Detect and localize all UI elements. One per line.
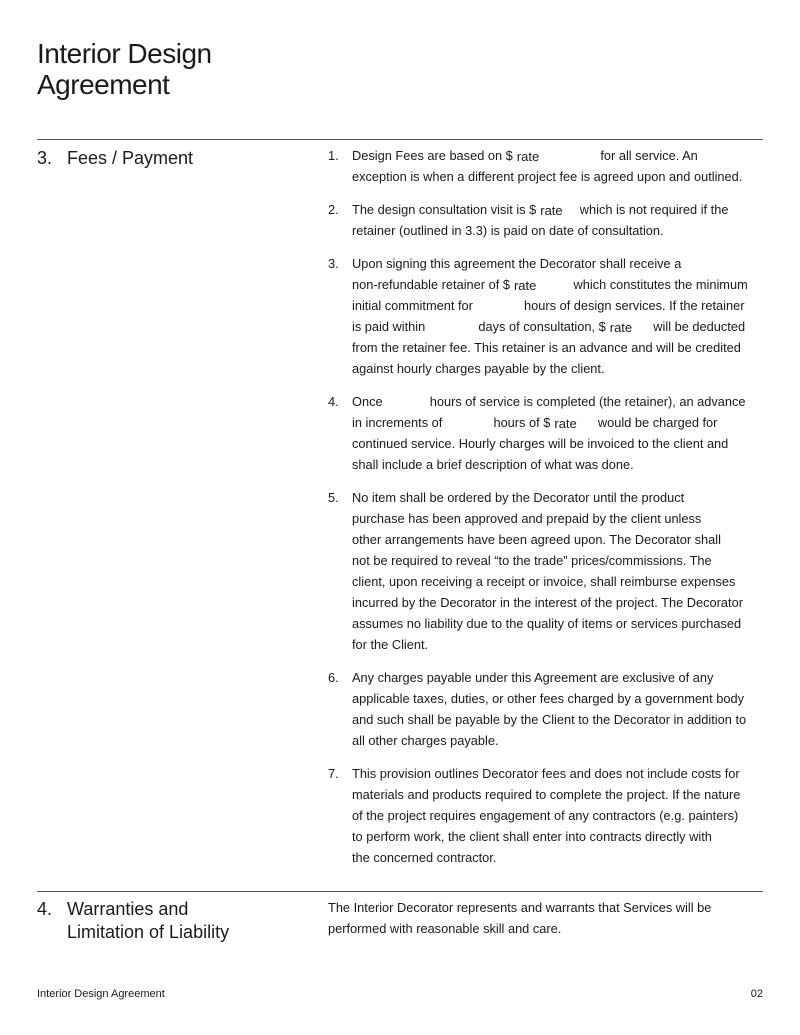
text-segment: other arrangements have been agreed upon. The Decorator shall bbox=[352, 532, 721, 547]
text-segment: Design Fees are based on $ bbox=[352, 148, 513, 163]
item-number: 5. bbox=[328, 490, 339, 505]
text-line bbox=[352, 613, 768, 634]
item-number: 1. bbox=[328, 148, 339, 163]
text-line bbox=[352, 316, 768, 337]
blank-field[interactable] bbox=[386, 393, 426, 410]
text-segment: No item shall be ordered by the Decorator until the product bbox=[352, 490, 685, 505]
text-segment: continued service. Hourly charges will be invoiced to the client and bbox=[352, 436, 729, 451]
text-segment: Any charges payable under this Agreement are exclusive of any bbox=[352, 670, 714, 685]
item-number: 4. bbox=[328, 394, 339, 409]
list-item bbox=[328, 763, 768, 868]
text-segment: assumes no liability due to the quality of items or services purchased bbox=[352, 616, 742, 631]
text-segment: would be charged for bbox=[594, 415, 718, 430]
text-line bbox=[352, 454, 768, 475]
text-segment: days of consultation, $ bbox=[474, 319, 606, 334]
text-segment: to perform work, the client shall enter into contracts directly with bbox=[352, 829, 712, 844]
text-segment: The design consultation visit is $ bbox=[352, 202, 537, 217]
item-text bbox=[352, 253, 768, 379]
section-title: Fees / Payment bbox=[67, 148, 194, 168]
text-segment: for the Client. bbox=[352, 637, 429, 652]
text-line bbox=[352, 571, 768, 592]
item-text bbox=[352, 487, 768, 655]
text-segment: incurred by the Decorator in the interest of the project. The Decorator bbox=[352, 595, 743, 610]
text-line bbox=[352, 412, 768, 433]
text-segment: not be required to reveal “to the trade” prices/commissions. The bbox=[352, 553, 712, 568]
item-number: 7. bbox=[328, 766, 339, 781]
text-line bbox=[352, 337, 768, 358]
text-segment: which is not required if the bbox=[576, 202, 729, 217]
text-line bbox=[352, 826, 768, 847]
text-segment: Once bbox=[352, 394, 387, 409]
text-line bbox=[352, 145, 768, 166]
text-segment: against hourly charges payable by the client. bbox=[352, 361, 605, 376]
list-item bbox=[328, 253, 768, 379]
text-segment: all other charges payable. bbox=[352, 733, 499, 748]
text-segment: This provision outlines Decorator fees and does not include costs for bbox=[352, 766, 740, 781]
rate-field[interactable]: rate bbox=[609, 320, 633, 335]
item-text bbox=[352, 145, 768, 187]
text-line bbox=[352, 199, 768, 220]
text-line bbox=[352, 784, 768, 805]
text-line bbox=[352, 166, 768, 187]
text-segment: exception is when a different project fee is agreed upon and outlined. bbox=[352, 169, 743, 184]
rate-field[interactable]: rate bbox=[516, 149, 540, 164]
text-line bbox=[352, 709, 768, 730]
text-segment: materials and products required to complete the project. If the nature bbox=[352, 787, 741, 802]
text-line: The Interior Decorator represents and warrants that Services will be bbox=[328, 900, 712, 915]
text-line bbox=[352, 529, 768, 550]
text-line: performed with reasonable skill and care. bbox=[328, 921, 562, 936]
text-segment: in increments of bbox=[352, 415, 446, 430]
text-line bbox=[352, 550, 768, 571]
text-segment: Upon signing this agreement the Decorator shall receive a bbox=[352, 256, 682, 271]
page-number: 02 bbox=[750, 988, 763, 1000]
section-title-line: Warranties and bbox=[67, 899, 189, 919]
text-line bbox=[352, 274, 768, 295]
blank-field[interactable] bbox=[476, 297, 520, 314]
text-segment: which constitutes the minimum bbox=[569, 277, 748, 292]
text-segment: will be deducted bbox=[649, 319, 746, 334]
text-line bbox=[352, 667, 768, 688]
text-line bbox=[352, 358, 768, 379]
page-title bbox=[37, 38, 212, 100]
blank-field[interactable] bbox=[446, 414, 490, 431]
text-segment: hours of $ bbox=[489, 415, 551, 430]
text-line bbox=[352, 433, 768, 454]
item-text bbox=[352, 391, 768, 475]
item-text bbox=[352, 199, 768, 241]
text-line bbox=[352, 487, 768, 508]
rate-field[interactable]: rate bbox=[540, 203, 563, 218]
item-text bbox=[352, 667, 768, 751]
text-segment: purchase has been approved and prepaid by the client unless bbox=[352, 511, 702, 526]
text-segment: applicable taxes, duties, or other fees charged by a government body bbox=[352, 691, 744, 706]
text-segment: hours of service is completed (the retainer), an advance bbox=[426, 394, 746, 409]
text-segment: retainer (outlined in 3.3) is paid on date of consultation. bbox=[352, 223, 664, 238]
text-segment: is paid within bbox=[352, 319, 429, 334]
text-line bbox=[352, 763, 768, 784]
text-segment: of the project requires engagement of any contractors (e.g. painters) bbox=[352, 808, 739, 823]
title-line: Agreement bbox=[37, 69, 170, 100]
text-line bbox=[352, 508, 768, 529]
item-text bbox=[352, 763, 768, 868]
text-line bbox=[352, 730, 768, 751]
warranties-text bbox=[328, 897, 768, 939]
text-segment: non-refundable retainer of $ bbox=[352, 277, 510, 292]
item-number: 6. bbox=[328, 670, 339, 685]
text-segment: hours of design services. If the retainer bbox=[520, 298, 745, 313]
blank-field[interactable] bbox=[429, 318, 475, 335]
fees-payment-list bbox=[328, 145, 768, 880]
text-line bbox=[352, 391, 768, 412]
text-segment: shall include a brief description of what was done. bbox=[352, 457, 634, 472]
section-divider bbox=[37, 891, 763, 892]
text-line bbox=[352, 634, 768, 655]
text-line bbox=[352, 253, 768, 274]
title-line: Interior Design bbox=[37, 38, 212, 69]
text-segment: for all service. An bbox=[596, 148, 698, 163]
list-item bbox=[328, 487, 768, 655]
item-number: 2. bbox=[328, 202, 339, 217]
text-line bbox=[352, 220, 768, 241]
list-item bbox=[328, 667, 768, 751]
section-divider bbox=[37, 139, 763, 140]
text-segment: initial commitment for bbox=[352, 298, 477, 313]
text-segment: client, upon receiving a receipt or invoice, shall reimburse expenses bbox=[352, 574, 736, 589]
list-item bbox=[328, 391, 768, 475]
footer-title: Interior Design Agreement bbox=[37, 988, 165, 1000]
section-number: 3. bbox=[37, 148, 53, 168]
item-number: 3. bbox=[328, 256, 339, 271]
section-title-line: Limitation of Liability bbox=[67, 922, 230, 942]
text-segment: the concerned contractor. bbox=[352, 850, 497, 865]
text-line bbox=[352, 592, 768, 613]
section-title bbox=[67, 898, 229, 944]
list-item bbox=[328, 145, 768, 187]
section-number: 4. bbox=[37, 899, 53, 919]
text-segment: and such shall be payable by the Client to the Decorator in addition to bbox=[352, 712, 747, 727]
rate-field[interactable]: rate bbox=[513, 278, 537, 293]
text-line bbox=[352, 295, 768, 316]
text-line bbox=[352, 805, 768, 826]
text-line bbox=[352, 688, 768, 709]
text-line bbox=[352, 847, 768, 868]
text-segment: from the retainer fee. This retainer is an advance and will be credited bbox=[352, 340, 741, 355]
rate-field[interactable]: rate bbox=[554, 416, 577, 431]
list-item bbox=[328, 199, 768, 241]
